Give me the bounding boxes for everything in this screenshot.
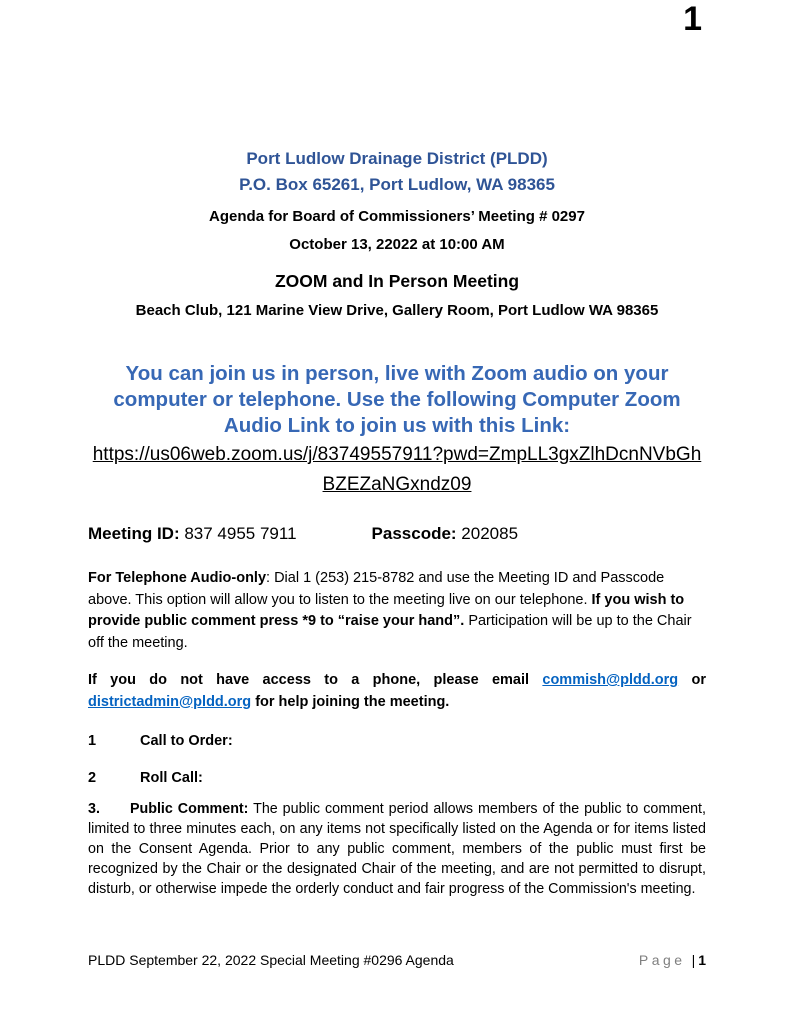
page-footer [88,950,706,970]
email-help-text2: or [678,672,706,688]
agenda-item-roll-call [88,768,706,789]
telephone-audio-paragraph [88,568,706,654]
footer-page-indicator [639,950,706,970]
telephone-audio-lead: For Telephone Audio-only [88,570,267,586]
meeting-location: Beach Club, 121 Marine View Drive, Gallery Room, Port Ludlow WA 98365 [135,302,659,319]
agenda-item-body: The public comment period allows members of the public to comment, limited to three minutes each, on any items not specifically listed on the Agenda or for items listed on the Consent Agenda. Prior to any public comment, members of the public must first be recognized by the Chair or the designated Chair of the meeting, and are not permitted to disrupt, disturb, or otherwise impede the orderly conduct and fair progress of the Commission's meeting. [88,801,706,897]
zoom-link-line2: BZEZaNGxndz09 [322,474,472,495]
telephone-audio-text1: : Dial 1 (253) 215-8782 and use the Meeting ID and Passcode above. This option will allow you to listen to the meeting live on our telephone. [88,570,665,608]
agenda-title: Agenda for Board of Commissioners’ Meeting # 0297 [209,208,585,225]
email-help-paragraph [88,670,706,713]
telephone-audio-bold-mid: If you wish to provide public comment press *9 to “raise your hand”. [88,591,685,629]
zoom-meeting-link[interactable] [93,444,702,495]
meeting-datetime: October 13, 22022 at 10:00 AM [289,236,505,253]
agenda-item-public-comment [88,799,706,899]
agenda-item-title: Roll Call: [140,770,203,786]
footer-page-number: 1 [698,952,706,968]
email-help-text1: If you do not have access to a phone, please email [88,672,543,688]
org-address: P.O. Box 65261, Port Ludlow, WA 98365 [239,175,555,194]
corner-page-number: 1 [683,0,702,38]
email-link-commish[interactable]: commish@pldd.org [542,672,679,688]
org-name: Port Ludlow Drainage District (PLDD) [246,149,548,168]
agenda-item-call-to-order [88,731,706,752]
agenda-item-number: 1 [88,733,97,749]
meeting-type: ZOOM and In Person Meeting [274,271,520,291]
meeting-credentials-row [88,522,706,546]
footer-document-title: PLDD September 22, 2022 Special Meeting #0296 Agenda [88,952,454,968]
meeting-id-label: Meeting ID: [88,524,180,543]
passcode-value: 202085 [456,524,519,543]
org-heading [88,146,706,198]
email-link-districtadmin[interactable]: districtadmin@pldd.org [88,693,252,710]
zoom-join-instructions: You can join us in person, live with Zoom audio on your computer or telephone. Use the following Computer Zoom Audio Link to join us with this Link: [113,362,681,437]
agenda-item-number: 3. [88,801,100,817]
zoom-link-block [88,440,706,500]
meeting-id-group [88,524,297,543]
telephone-audio-text2: Participation will be up to the Chair off the meeting. [88,613,692,651]
passcode-label: Passcode: [371,524,457,543]
agenda-item-title: Call to Order: [140,733,233,749]
email-help-text3: for help joining the meeting. [251,693,450,710]
zoom-link-line1: https://us06web.zoom.us/j/83749557911?pwd=ZmpLL3gxZlhDcnNVbGh [92,444,702,465]
agenda-item-title: Public Comment: [129,801,249,817]
meeting-id-value: 837 4955 7911 [179,524,297,543]
passcode-group [372,524,519,543]
footer-page-separator: | [691,952,696,968]
agenda-item-number: 2 [88,770,97,786]
footer-page-word: Page [638,952,686,968]
